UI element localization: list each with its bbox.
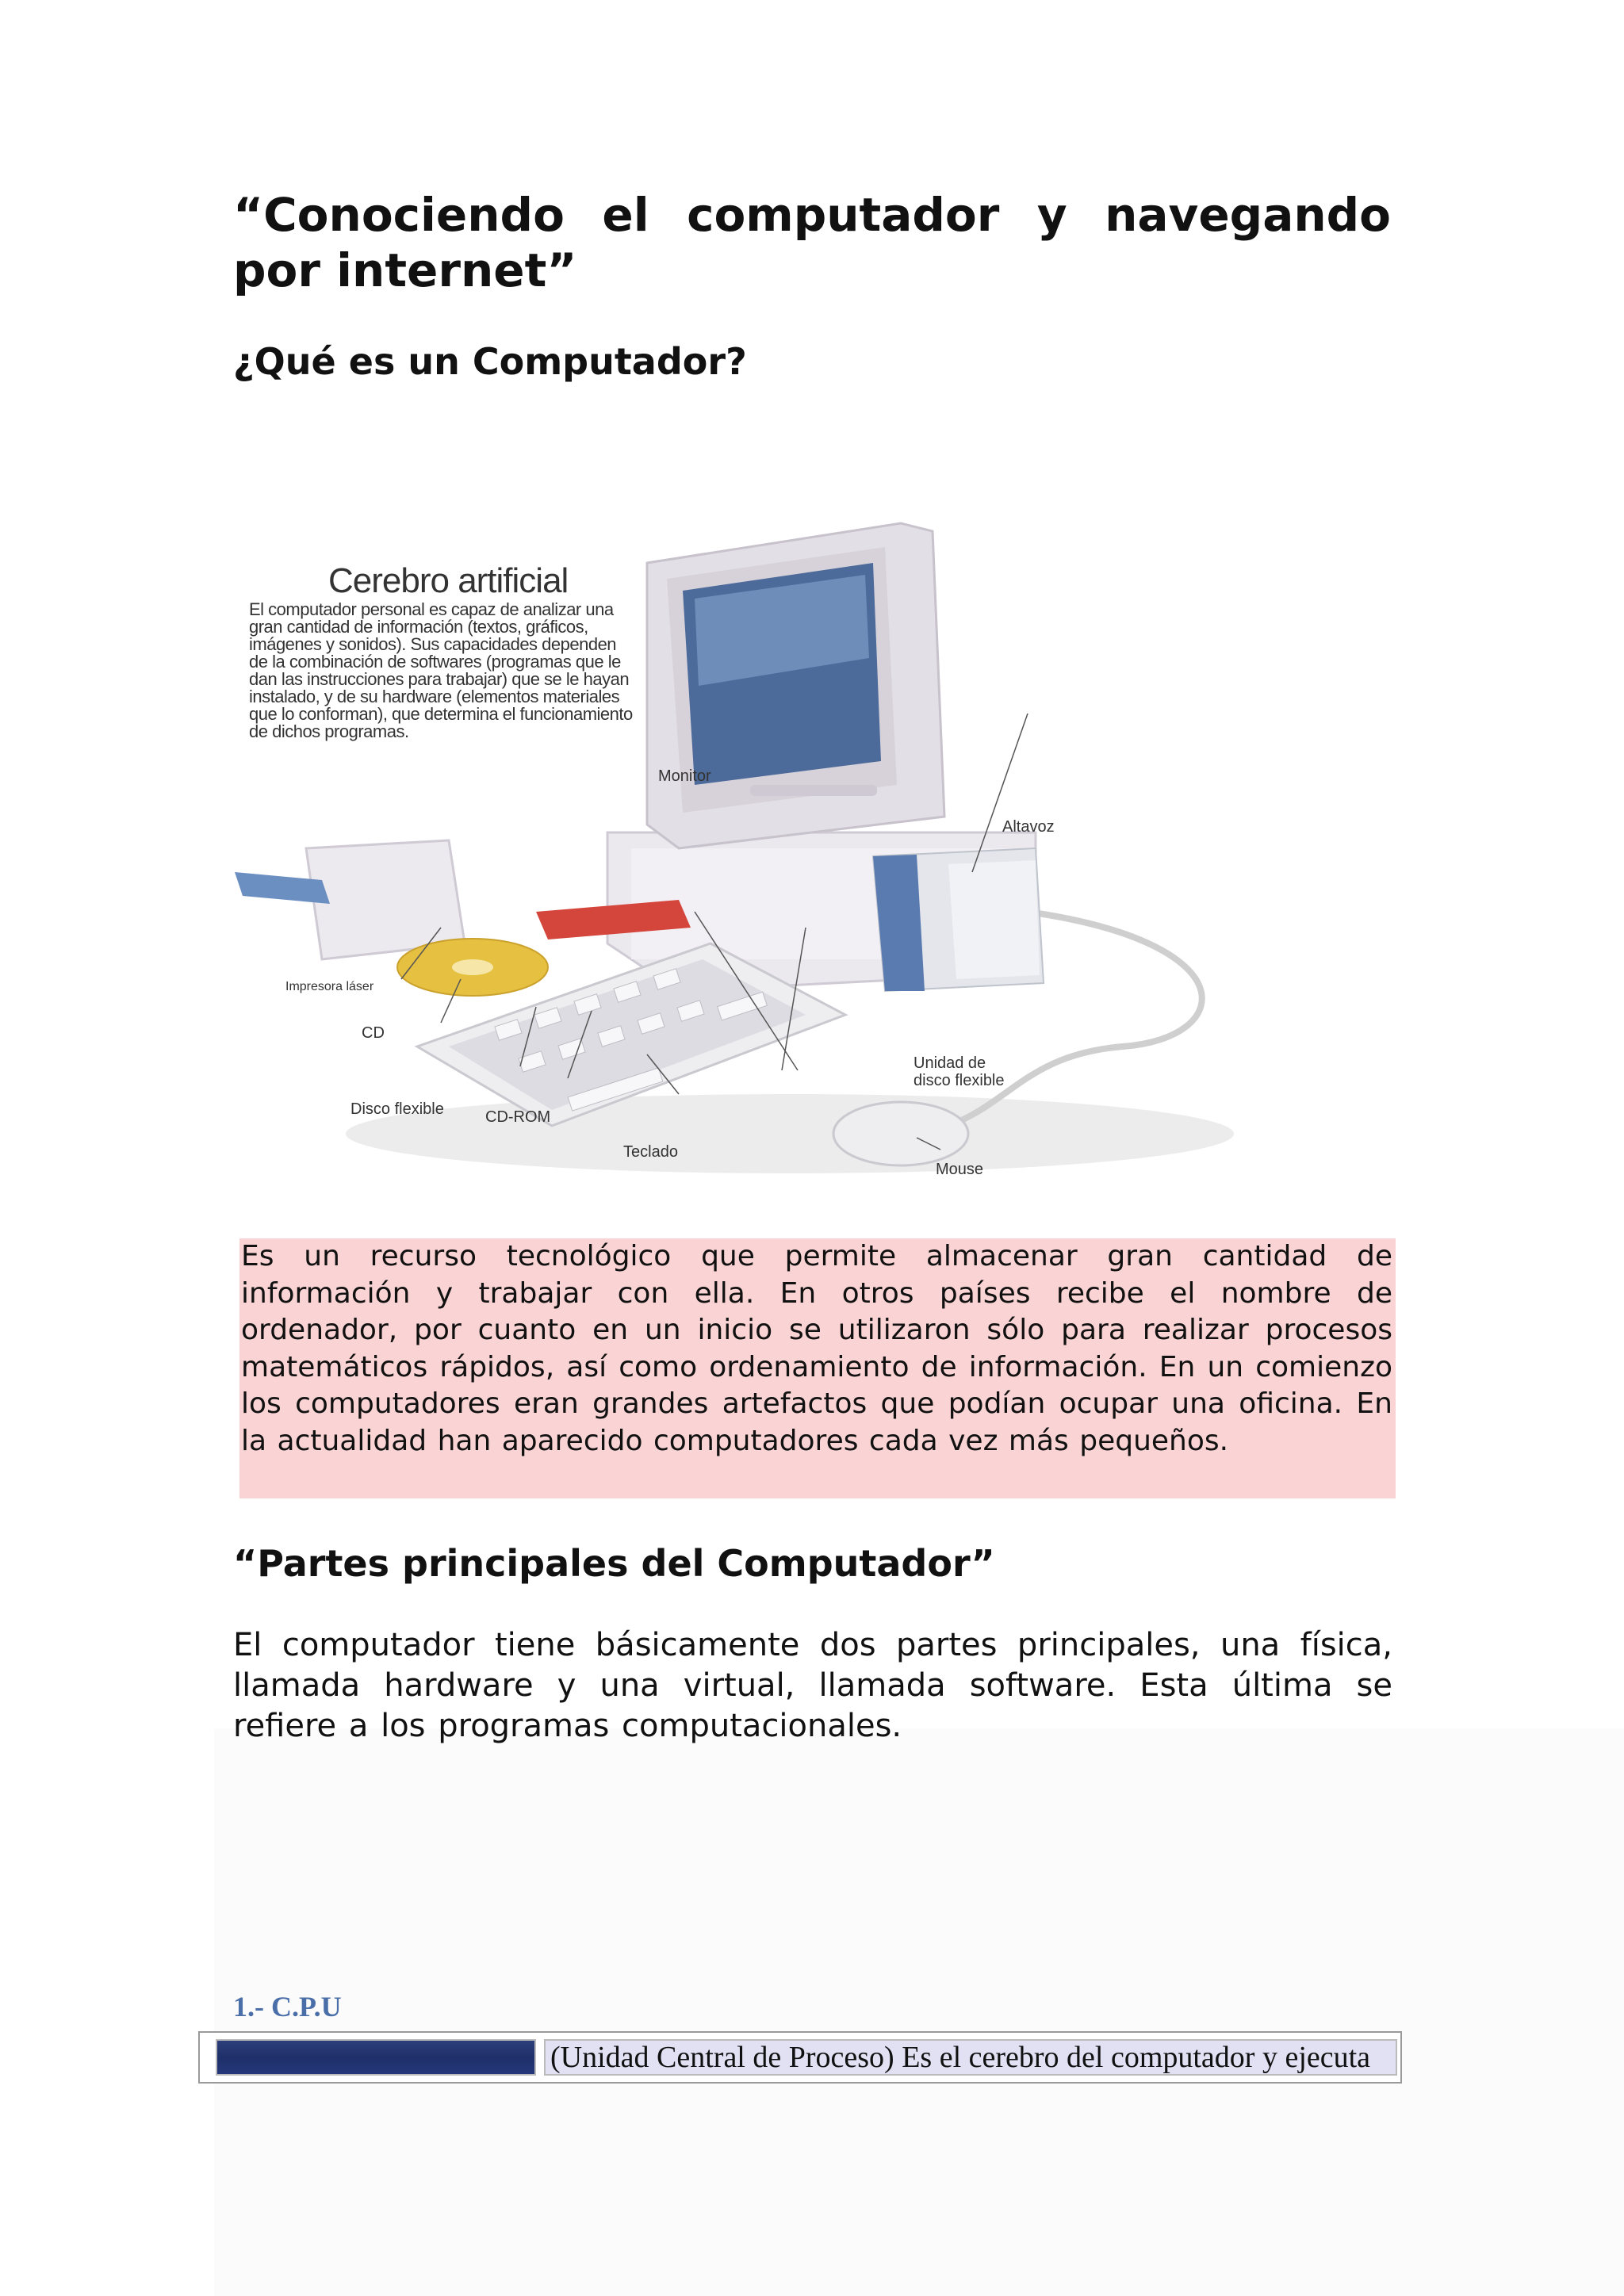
label-unidad-disco-1: Unidad de	[914, 1054, 986, 1072]
parts-heading: “Partes principales del Computador”	[233, 1542, 995, 1585]
label-impresora: Impresora láser	[285, 980, 374, 993]
label-monitor: Monitor	[658, 767, 711, 785]
label-unidad-disco-2: disco flexible	[914, 1072, 1005, 1089]
label-altavoz: Altavoz	[1002, 818, 1055, 836]
label-teclado: Teclado	[623, 1143, 678, 1161]
definition-text: Es un recurso tecnológico que permite almacenar gran cantidad de información y trabajar con ella. En otros países recibe el nombre de ordenador, por cuanto en un inicio se utilizaron sólo para realizar procesos matemáticos rápidos, así como ordenamiento de información. En un comienzo los computadores eran grandes artefactos que podían ocupar una oficina. En la actualidad han aparecido computadores cada vez más pequeños.	[241, 1240, 1392, 1457]
computer-illustration	[235, 499, 1361, 1197]
cpu-description: (Unidad Central de Proceso) Es el cerebro del computador y ejecuta	[544, 2039, 1397, 2076]
question-heading: ¿Qué es un Computador?	[233, 340, 747, 383]
document-title: “Conociendo el computador y navegando por internet”	[233, 188, 1391, 297]
label-cd: CD	[362, 1024, 385, 1042]
label-cd-rom: CD-ROM	[485, 1108, 551, 1126]
figure-caption-title: Cerebro artificial	[328, 561, 569, 600]
figure-caption-body: El computador personal es capaz de analizar una gran cantidad de información (textos, gráficos, imágenes y sonidos). Sus capacidades dependen de la combinación de softwares (programas que le dan las instrucciones para trabajar) que se le hayan instalado, y de su hardware (elementos materiales que lo conforman), que determina el funcionamiento de dichos programas.	[249, 599, 633, 741]
label-mouse: Mouse	[936, 1161, 984, 1178]
parts-paragraph: El computador tiene básicamente dos partes principales, una física, llamada hardware y una virtual, llamada software. Esta última se refiere a los programas computacionales.	[233, 1627, 1392, 1744]
page-shade	[214, 1728, 1624, 2296]
label-disco-flexible: Disco flexible	[350, 1100, 444, 1118]
cpu-image-cell	[216, 2039, 536, 2076]
cpu-label: 1.- C.P.U	[233, 1991, 342, 2022]
